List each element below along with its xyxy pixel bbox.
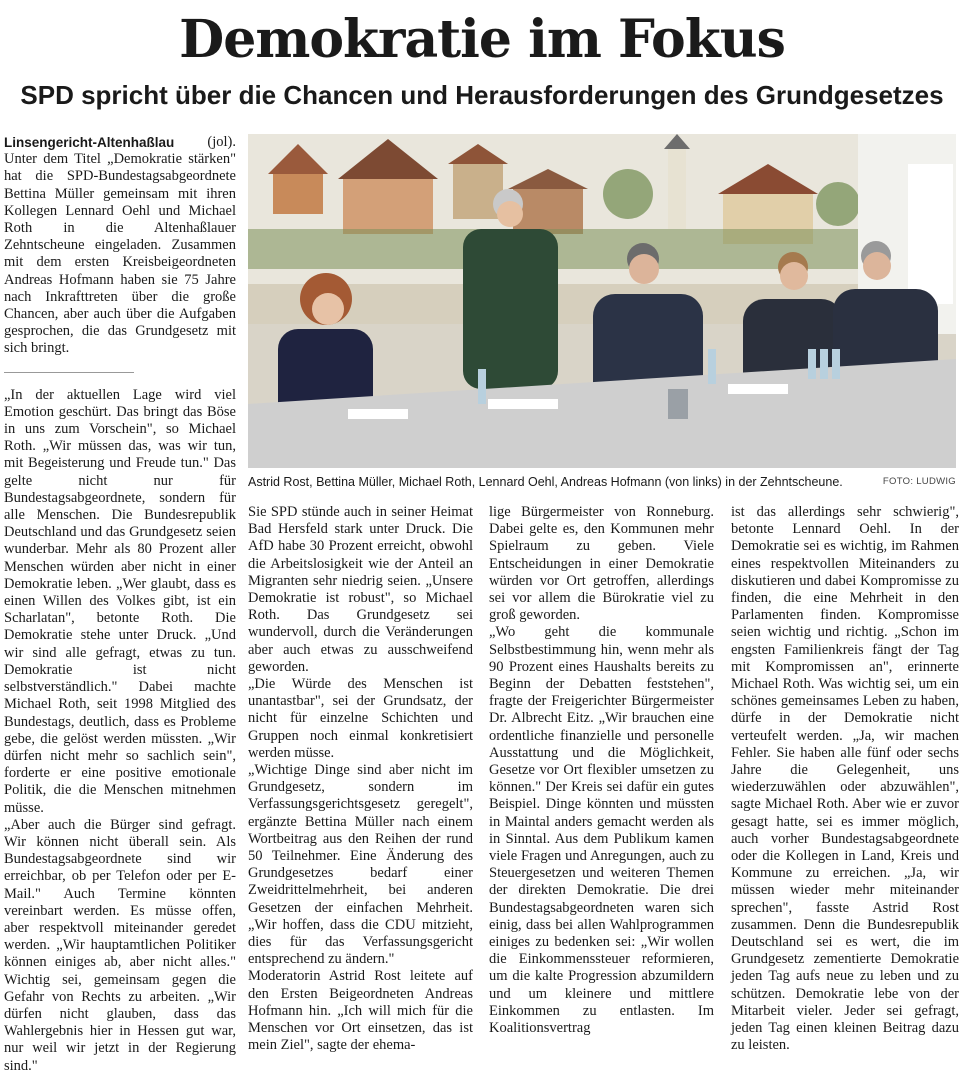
column-3 bbox=[489, 504, 714, 1037]
column-4 bbox=[731, 504, 959, 1054]
body-paragraph: „Wo geht die kommunale Selbstbestimmung hin, wenn mehr als 90 Prozent eines Haushalts bereits zu Beginn der Debatten feststehen", fragte der Freigerichter Bürgermeister Dr. Albrecht Eitz. „Wir brauchen eine ordentliche finanzielle und personelle Ausstattung und die Möglichkeit, Gesetze vor Ort flexibler umsetzen zu können." Der Kreis sei dafür ein gutes Beispiel. Dinge könnten und müssten in Maintal anders gemacht werden als in Sinntal. Aus dem Publikum kamen viele Fragen und Anregungen, auch zu Steuergesetzen und weiteren Themen der direkten Demokratie. Die drei Bundestagsabgeordneten waren sich einig, dass bei allen Wahlprogrammen einiges zu bedenken sei: „Wir wollen die Einkommenssteuer reformieren, um die kalte Progression abzumildern und um kleinere und mittlere Einkommen zu entlasten. Im Koalitionsvertrag bbox=[489, 624, 714, 1037]
author-tag: (jol). bbox=[207, 134, 236, 150]
body-paragraph: Moderatorin Astrid Rost leitete auf den Ersten Beigeordneten Andreas Hofmann hin. „Ich will mich für die Menschen vor Ort einsetzen, das ist mein Ziel", sagte der ehema- bbox=[248, 968, 473, 1054]
column-2 bbox=[248, 504, 473, 1054]
body-paragraph: „Aber auch die Bürger sind gefragt. Wir können nicht überall sein. Als Bundestagsabgeordnete sind wir erreichbar, ob per Telefon oder per E-Mail." Auch Termine könnten vereinbart werden. Es müsse offen, aber respektvoll miteinander geredet werden. „Wir hauptamtlichen Politiker können einiges ab, aber nicht alles." Wichtig sei, gemeinsam gegen die Gefahr von Rechts zu arbeiten. „Wir dürfen nicht glauben, dass das Wahlergebnis hier in Hessen gut war, nur weil wir jetzt in der Regierung sind." bbox=[4, 816, 236, 1074]
body-paragraph: ist das allerdings sehr schwierig", betonte Lennard Oehl. In der Demokratie sei es wichtig, im Rahmen eines respektvollen Miteinanders zu diskutieren und dabei Kompromisse zu finden, die eine Mehrheit in den Parlamenten finden. Kompromisse seien wichtig und richtig. „Schon im engsten Familienkreis fängt der Tag mit Kompromissen an", erinnerte Michael Roth. Was wichtig sei, um ein schönes gemeinsames Leben zu haben, dürfe in der Demokratie nicht verteufelt werden. „Ja, wir machen Fehler. Sie haben alle fünf oder sechs Jahre die Gelegenheit, uns wiederzuwählen oder abzuwählen", sagte Michael Roth. Aber wie er zuvor gesagt hatte, sei es immer möglich, auch vorher Bundestagsabgeordnete oder die Kollegen in Land, Kreis und Kommune zu erreichen. „Ja, wir müssen wieder mehr miteinander sprechen", fasste Astrid Rost zusammen. Denn die Bundesrepublik Deutschland sei es wert, die im Grundgesetz zementierte Demokratie jeden Tag aufs neue zu leben und zu schützen. Demokratie lebe von der Mitarbeit vieler. Jeder sei gefragt, jeden Tag einen kleinen Beitrag dazu zu leisten. bbox=[731, 504, 959, 1054]
photo-caption: Astrid Rost, Bettina Müller, Michael Roth, Lennard Oehl, Andreas Hofmann (von links) in der Zehntscheune. bbox=[248, 475, 843, 489]
headline: Demokratie im Fokus bbox=[179, 9, 785, 70]
column-1 bbox=[4, 134, 236, 1074]
body-paragraph: lige Bürgermeister von Ronneburg. Dabei gelte es, den Kommunen mehr Spielraum zu geben. Viele Entscheidungen in einer Demokratie würden vor Ort getroffen, allerdings sei vor allem die Bürokratie viel zu groß geworden. bbox=[489, 504, 714, 624]
body-paragraph: Sie SPD stünde auch in seiner Heimat Bad Hersfeld stark unter Druck. Die AfD habe 30 Prozent erreicht, obwohl die Arbeitslosigkeit wie der Anteil an Migranten sehr niedrig seien. „Unsere Demokratie ist robust", so Michael Roth. Das Grundgesetz sei wundervoll, durch die Veränderungen aber auch etwas zu ausschweifend geworden. bbox=[248, 504, 473, 675]
dateline: Linsengericht-Altenhaßlau bbox=[4, 135, 175, 150]
photo-illustration bbox=[248, 134, 956, 468]
body-paragraph: „Die Würde des Menschen ist unantastbar", sei der Grundsatz, der nicht für einzelne Schichten und Gruppen noch einmal konkretisiert werden müsse. bbox=[248, 676, 473, 761]
article-photo bbox=[248, 134, 956, 468]
subheadline: SPD spricht über die Chancen und Herausforderungen des Grundgesetzes bbox=[20, 80, 944, 110]
lead-divider bbox=[4, 372, 134, 373]
photo-credit: FOTO: LUDWIG bbox=[882, 476, 956, 487]
dateline-row bbox=[4, 134, 236, 151]
lead-paragraph: Unter dem Titel „Demokratie stärken" hat die SPD-Bundestagsabgeordnete Bettina Müller gemeinsam mit ihren Kollegen Lennard Oehl und Michael Roth in die Altenhaßlauer Zehntscheune eingeladen. Zusammen mit dem ersten Kreisbeigeordneten Andreas Hofmann haben sie 75 Jahre nach Inkrafttreten über die große Chancen, aber auch über die Aufgaben gesprochen, die das Grundgesetz mit sich bringt. bbox=[4, 151, 236, 357]
photo-caption-row bbox=[248, 474, 956, 490]
body-paragraph: „In der aktuellen Lage wird viel Emotion geschürt. Das bringt das Böse in uns zum Vorschein", so Michael Roth. „Wir müssen das, was wir tun, mit Begeisterung und Freude tun." Das gelte nicht nur für Bundestagsabgeordnete, sondern für alle Menschen. Die Bundesrepublik Deutschland und das Grundgesetz seien wunderbar. Mehr als 80 Prozent aller Menschen würden aber nicht in einer Demokratie leben. „Wer glaubt, dass es einen Willen des Volkes gibt, ist ein Scharlatan", betonte Roth. Die Demokratie stehe unter Druck. „Und wir sind alle gefragt, etwas zu tun. Demokratie ist nicht selbstverständlich." Dabei machte Michael Roth, seit 1998 Mitglied des Bundestags, deutlich, dass es Probleme gebe, die gelöst werden müssten. „Wir dürfen nicht mehr so sachlich sein", forderte er eine positive emotionale Politik, die die Menschen mitnehmen müsse. bbox=[4, 386, 236, 816]
body-paragraph: „Wichtige Dinge sind aber nicht im Grundgesetz, sondern im Verfassungsgerichtsgesetz geregelt", ergänzte Bettina Müller nach einem Wortbeitrag aus den Reihen der rund 50 Teilnehmer. Eine Änderung des Grundgesetzes bedarf einer Zweidrittelmehrheit, bei anderen Gesetzen der einfachen Mehrheit. „Wir hoffen, dass die CDU mitzieht, dies für das Verfassungsgericht entsprechend zu ändern." bbox=[248, 762, 473, 968]
